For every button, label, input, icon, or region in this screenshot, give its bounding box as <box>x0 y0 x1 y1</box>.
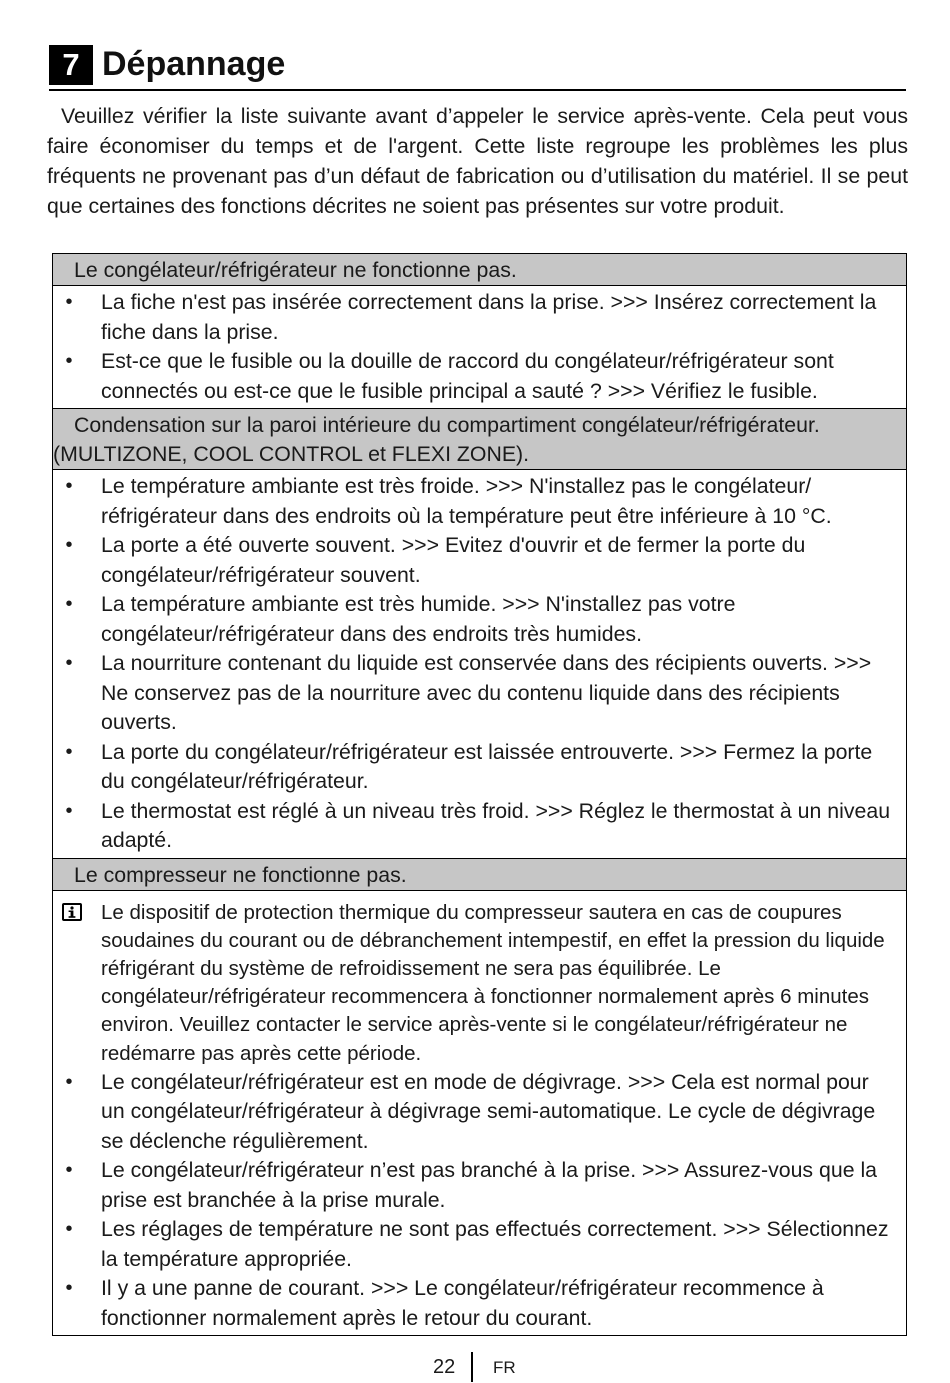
section-body <box>53 286 906 409</box>
list-item <box>53 472 896 531</box>
list-item-text: Il y a une panne de courant. >>> Le congélateur/réfrigérateur recommence à fonctionner normalement après le retour du courant. <box>101 1276 824 1330</box>
page-title: Dépannage <box>102 45 286 83</box>
bullet: • <box>65 740 73 763</box>
bullet: • <box>65 652 73 674</box>
chapter-header <box>49 43 906 91</box>
section-heading <box>53 859 906 891</box>
info-note-text: Le dispositif de protection thermique du compresseur sautera en cas de coupures soudaines du courant ou de débranchement intempestif, en effet la pression du liquide réfrigérant du système de refroidissement ne sera pas équilibrée. Le congélateur/réfrigérateur recommencera à fonctionner normalement après 6 minutes environ. Veuillez contacter le service après-vente si le congélateur/réfrigérateur ne redémarre pas après cette période. <box>101 900 885 1065</box>
list-item-text: La température ambiante est très humide. >>> N'installez pas votre congélateur/réfrigérateur dans des endroits très humides. <box>101 592 736 646</box>
section-body <box>53 891 906 1336</box>
list-item <box>53 531 896 590</box>
info-icon <box>62 903 82 921</box>
section-heading-text: Le compresseur ne fonctionne pas. <box>74 862 407 887</box>
language-code: FR <box>493 1358 516 1377</box>
bullet: • <box>65 799 73 822</box>
list-item-text: La porte a été ouverte souvent. >>> Evitez d'ouvrir et de fermer la porte du congélateur/réfrigérateur souvent. <box>101 533 806 587</box>
list-item-text: Le thermostat est réglé à un niveau très froid. >>> Réglez le thermostat à un niveau adapté. <box>101 798 891 852</box>
list-item-text: Le congélateur/réfrigérateur n’est pas branché à la prise. >>> Assurez-vous que la prise est branchée à la prise murale. <box>101 1158 878 1212</box>
list-item <box>53 1215 896 1274</box>
bullet: • <box>65 350 73 372</box>
list-item-text: La nourriture contenant du liquide est conservée dans des récipients ouverts. >>> Ne conservez pas de la nourriture avec du contenu liquide dans des récipients ouverts. <box>101 651 872 734</box>
section-heading-text: Condensation sur la paroi intérieure du compartiment congélateur/réfrigérateur. <box>74 413 820 437</box>
list-item <box>53 1156 896 1215</box>
list-item <box>53 288 896 347</box>
section-heading <box>53 254 906 286</box>
list-item <box>53 738 896 797</box>
info-note <box>53 893 896 1068</box>
footer-divider <box>471 1352 473 1382</box>
list-item <box>53 1068 896 1157</box>
section-heading-text: Le congélateur/réfrigérateur ne fonctionne pas. <box>74 258 517 282</box>
bullet: • <box>65 534 73 556</box>
section-heading-subtext: (MULTIZONE, COOL CONTROL et FLEXI ZONE). <box>53 442 530 466</box>
bullet: • <box>65 475 73 497</box>
bullet: • <box>65 291 73 313</box>
list-item-text: Le température ambiante est très froide. >>> N'installez pas le congélateur/ réfrigérateur dans des endroits où la température peut être inférieure à 10 °C. <box>101 474 832 528</box>
page-footer <box>0 1352 950 1382</box>
section-heading <box>53 409 906 470</box>
list-item-text: La porte du congélateur/réfrigérateur est laissée entrouverte. >>> Fermez la porte du congélateur/réfrigérateur. <box>101 739 873 793</box>
list-item <box>53 649 896 738</box>
section-body <box>53 470 906 859</box>
bullet: • <box>65 1218 73 1241</box>
troubleshooting-table <box>52 253 907 1336</box>
bullet: • <box>65 593 73 615</box>
list-item <box>53 1274 896 1333</box>
list-item-text: Le congélateur/réfrigérateur est en mode de dégivrage. >>> Cela est normal pour un congélateur/réfrigérateur à dégivrage semi-automatique. Le cycle de dégivrage se déclenche régulièrement. <box>101 1069 876 1153</box>
list-item-text: Les réglages de température ne sont pas effectués correctement. >>> Sélectionnez la température appropriée. <box>101 1217 889 1271</box>
page-number: 22 <box>433 1356 456 1378</box>
bullet: • <box>65 1159 73 1182</box>
list-item-text: La fiche n'est pas insérée correctement dans la prise. >>> Insérez correctement la fiche dans la prise. <box>101 290 877 344</box>
bullet: • <box>65 1070 73 1093</box>
list-item <box>53 347 896 406</box>
list-item-text: Est-ce que le fusible ou la douille de raccord du congélateur/réfrigérateur sont connectés ou est-ce que le fusible principal a sauté ? >>> Vérifiez le fusible. <box>101 349 834 403</box>
list-item <box>53 590 896 649</box>
bullet: • <box>65 1277 73 1300</box>
chapter-number: 7 <box>49 45 93 85</box>
intro-paragraph: Veuillez vérifier la liste suivante avant d’appeler le service après-vente. Cela peut vous faire économiser du temps et de l'argent. Cette liste regroupe les problèmes les plus fréquents ne provenant pas d’un défaut de fabrication ou d’utilisation du matériel. Il se peut que certaines des fonctions décrites ne soient pas présentes sur votre produit. <box>47 104 908 218</box>
list-item <box>53 797 896 856</box>
